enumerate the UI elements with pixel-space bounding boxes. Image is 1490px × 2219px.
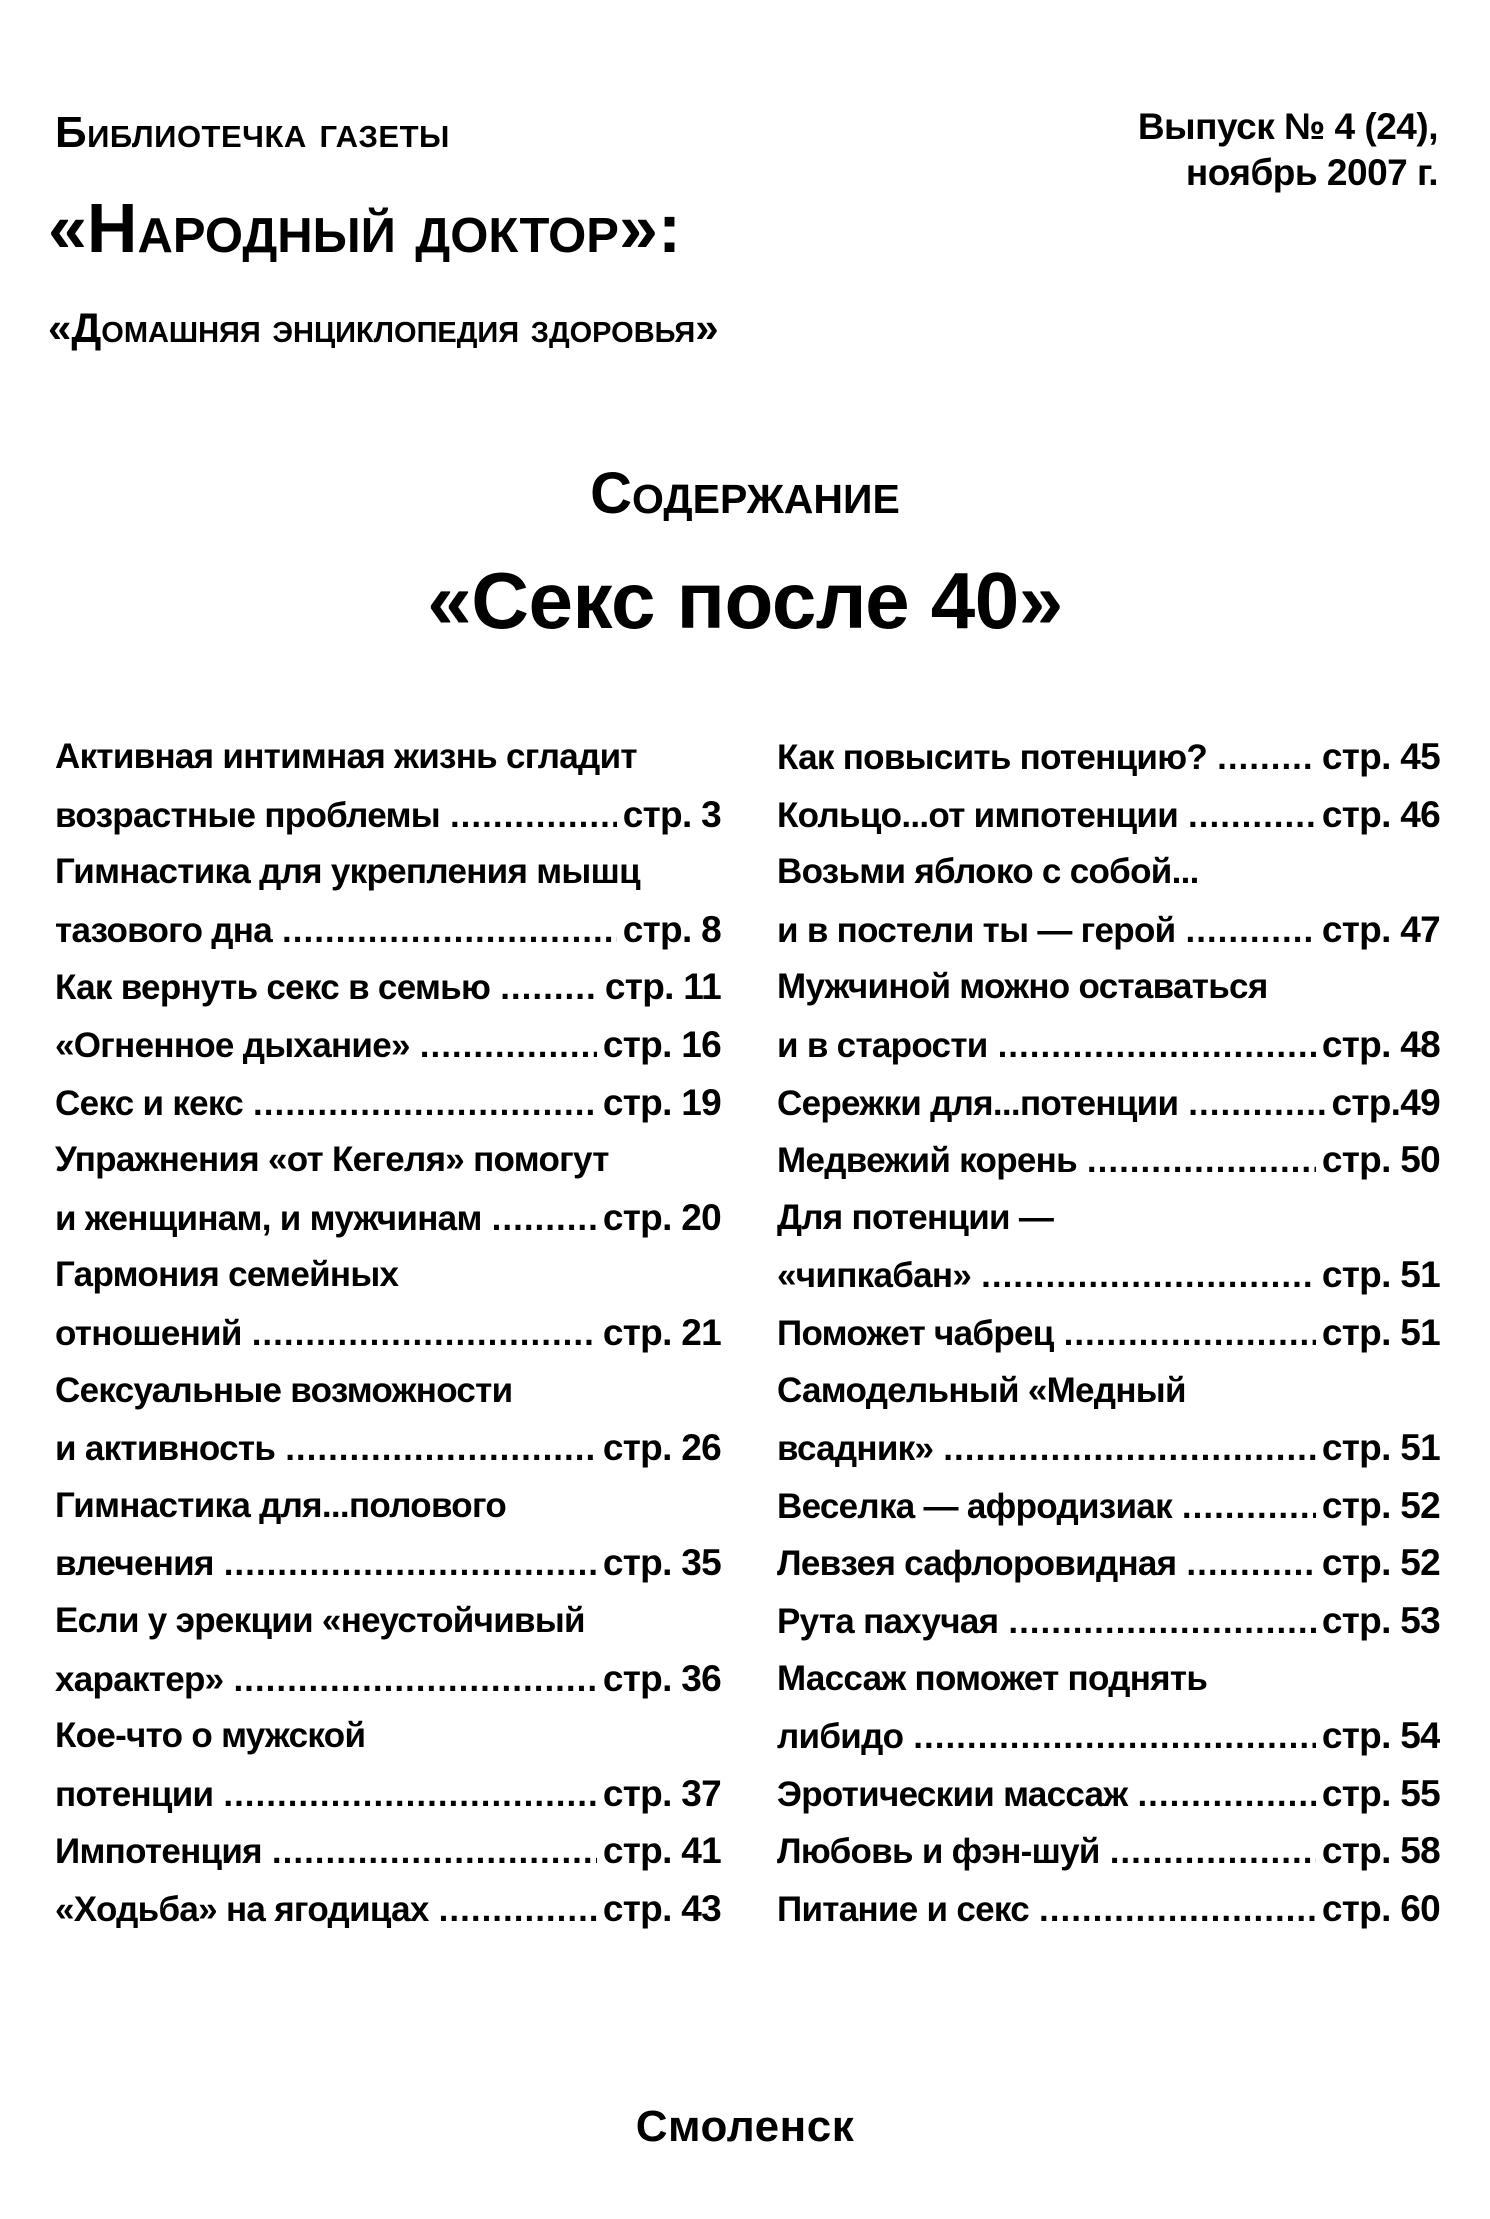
toc-entry-line bbox=[777, 1822, 1440, 1880]
toc-leader-dots bbox=[1188, 787, 1316, 844]
toc-leader-dots bbox=[224, 1535, 597, 1592]
toc-entry-line bbox=[777, 786, 1440, 844]
toc-entry bbox=[55, 1822, 721, 1880]
toc-page-number: стр. 51 bbox=[1321, 1311, 1440, 1353]
toc-entry-title: «чипкабан» bbox=[777, 1256, 972, 1296]
toc-entry-title: Медвежий корень bbox=[777, 1141, 1077, 1181]
toc-entry bbox=[777, 1074, 1440, 1132]
toc-entry bbox=[777, 1592, 1440, 1650]
toc-entry-line bbox=[777, 1189, 1440, 1247]
newspaper-title: «Народный доктор»: bbox=[48, 189, 682, 267]
toc-entry bbox=[777, 1304, 1440, 1362]
toc-entry-title: Любовь и фэн-шуй bbox=[777, 1832, 1100, 1872]
toc-leader-dots bbox=[492, 1190, 597, 1247]
toc-entry bbox=[777, 1362, 1440, 1477]
toc-leader-dots bbox=[252, 1305, 597, 1362]
toc-entry bbox=[55, 1131, 721, 1246]
toc-entry-line bbox=[777, 728, 1440, 786]
toc-entry-title: Упражнения «от Кегеля» помогут bbox=[55, 1140, 609, 1180]
toc-page-number: стр. 3 bbox=[622, 793, 721, 835]
toc-entry-line bbox=[777, 1074, 1440, 1132]
toc-page-number: стр. 58 bbox=[1321, 1830, 1440, 1872]
toc-entry bbox=[777, 1534, 1440, 1592]
toc-leader-dots bbox=[1110, 1823, 1316, 1880]
toc-entry-line bbox=[55, 1131, 721, 1189]
toc-page-number: стр.49 bbox=[1331, 1081, 1440, 1123]
toc-leader-dots bbox=[981, 1247, 1316, 1304]
toc-entry-title: Сексуальные возможности bbox=[55, 1370, 513, 1410]
toc-entry bbox=[777, 1765, 1440, 1823]
toc-entry-title: Как повысить потенцию? bbox=[777, 738, 1208, 777]
toc-entry bbox=[777, 786, 1440, 844]
toc-leader-dots bbox=[253, 1075, 597, 1132]
toc-entry-line bbox=[777, 1131, 1440, 1189]
toc-entry bbox=[777, 1477, 1440, 1535]
toc-entry-line bbox=[55, 1822, 721, 1880]
toc-right-column bbox=[777, 728, 1440, 1937]
toc-entry-line bbox=[55, 958, 721, 1016]
toc-entry-line bbox=[55, 1765, 721, 1823]
toc-leader-dots bbox=[439, 1881, 597, 1938]
toc-leader-dots bbox=[943, 1420, 1316, 1477]
toc-entry-title: Кое-что о мужской bbox=[55, 1716, 366, 1756]
toc-entry-title: Если у эрекции «неустойчивый bbox=[55, 1600, 585, 1640]
toc-page-number: стр. 46 bbox=[1321, 793, 1440, 835]
toc-entry bbox=[777, 1650, 1440, 1765]
toc-entry-line bbox=[55, 1189, 721, 1247]
toc-entry-title: Питание и секс bbox=[777, 1889, 1030, 1929]
toc-page-number: стр. 54 bbox=[1321, 1715, 1440, 1757]
toc-page-number: стр. 41 bbox=[602, 1830, 721, 1872]
toc-entry bbox=[55, 1074, 721, 1132]
book-title: «Секс после 40» bbox=[427, 556, 1063, 645]
toc-entry-title: Гимнастика для укрепления мышц bbox=[55, 852, 640, 892]
toc-entry-line bbox=[777, 1016, 1440, 1074]
toc-entry-line bbox=[55, 1707, 721, 1765]
toc-entry-line bbox=[777, 1765, 1440, 1823]
toc-entry bbox=[777, 728, 1440, 786]
toc-leader-dots bbox=[1008, 1593, 1316, 1650]
toc-leader-dots bbox=[1217, 729, 1316, 786]
toc-leader-dots bbox=[282, 902, 617, 959]
issue-date: ноябрь 2007 г. bbox=[1185, 152, 1438, 193]
toc-entry-title: «Огненное дыхание» bbox=[55, 1025, 410, 1065]
toc-entry-line bbox=[55, 1534, 721, 1592]
toc-entry bbox=[55, 728, 721, 843]
toc-leader-dots bbox=[1182, 1478, 1316, 1535]
contents-heading: Содержание bbox=[590, 461, 900, 526]
toc-leader-dots bbox=[1186, 1535, 1315, 1592]
toc-entry-title: Эротическии массаж bbox=[777, 1774, 1128, 1814]
toc-entry-title: Массаж поможет поднять bbox=[777, 1658, 1208, 1698]
toc-leader-dots bbox=[233, 1651, 596, 1708]
toc-entry-line bbox=[777, 1650, 1440, 1708]
toc-page-number: стр. 20 bbox=[602, 1196, 721, 1238]
series-title: Библиотечка газеты bbox=[55, 108, 450, 157]
toc-entry-title: Самодельный «Медный bbox=[777, 1370, 1186, 1410]
toc-leader-dots bbox=[420, 1017, 597, 1074]
toc-leader-dots bbox=[1137, 1766, 1315, 1823]
toc-entry-title: Сережки для...потенции bbox=[777, 1083, 1179, 1123]
toc-entry bbox=[55, 1016, 721, 1074]
toc-entry-line bbox=[55, 843, 721, 901]
toc-page-number: стр. 51 bbox=[1321, 1254, 1440, 1296]
toc-leader-dots bbox=[913, 1708, 1316, 1765]
toc-entry-line bbox=[55, 1246, 721, 1304]
toc-entry bbox=[55, 1880, 721, 1938]
toc-entry-line bbox=[55, 901, 721, 959]
toc-entry bbox=[777, 1131, 1440, 1189]
toc-page-number: стр. 47 bbox=[1321, 908, 1440, 950]
toc-page-number: стр. 37 bbox=[602, 1772, 721, 1814]
toc-entry-title: потенции bbox=[55, 1774, 214, 1814]
toc-page-number: стр. 11 bbox=[604, 966, 721, 1008]
toc-entry-title: Рута пахучая bbox=[777, 1601, 999, 1641]
toc-entry-title: Для потенции — bbox=[777, 1197, 1054, 1237]
toc-entry-title: отношений bbox=[55, 1313, 242, 1353]
toc-leader-dots bbox=[223, 1766, 597, 1823]
toc-entry-line bbox=[777, 1362, 1440, 1420]
toc-leader-dots bbox=[272, 1823, 597, 1880]
issue-info bbox=[1138, 104, 1438, 196]
toc-entry-line bbox=[777, 1246, 1440, 1304]
toc-entry-line bbox=[55, 1650, 721, 1708]
toc-page-number: стр. 21 bbox=[602, 1311, 721, 1353]
toc-entry-line bbox=[777, 1477, 1440, 1535]
toc-entry-title: Мужчиной можно оставаться bbox=[777, 967, 1268, 1007]
toc-entry bbox=[55, 1246, 721, 1361]
toc-entry-line bbox=[777, 1419, 1440, 1477]
toc-entry bbox=[777, 843, 1440, 958]
toc-entry-line bbox=[55, 1477, 721, 1535]
toc-entry-line bbox=[55, 1304, 721, 1362]
toc-entry-line bbox=[55, 1362, 721, 1420]
toc-page-number: стр. 50 bbox=[1321, 1139, 1440, 1181]
toc-page-number: стр. 8 bbox=[622, 908, 721, 950]
toc-page-number: стр. 55 bbox=[1321, 1772, 1440, 1814]
toc-entry bbox=[55, 1592, 721, 1707]
toc-page-number: стр. 43 bbox=[602, 1887, 721, 1929]
toc-page-number: стр. 52 bbox=[1321, 1542, 1440, 1584]
toc-page-number: стр. 35 bbox=[602, 1542, 721, 1584]
toc-entry-title: «Ходьба» на ягодицах bbox=[55, 1889, 429, 1929]
toc-entry-line bbox=[777, 1534, 1440, 1592]
toc-entry-title: Веселка — афродизиак bbox=[777, 1486, 1172, 1526]
toc-page-number: стр. 53 bbox=[1321, 1599, 1440, 1641]
toc-entry-title: возрастные проблемы bbox=[55, 795, 440, 835]
toc-page-number: стр. 48 bbox=[1321, 1023, 1440, 1065]
toc-entry-line bbox=[777, 1880, 1440, 1938]
toc-entry-title: и женщинам, и мужчинам bbox=[55, 1198, 482, 1238]
toc-entry-line bbox=[55, 728, 721, 786]
toc-entry bbox=[55, 1477, 721, 1592]
toc-entry bbox=[55, 843, 721, 958]
toc-entry-title: Как вернуть секс в семью bbox=[55, 968, 491, 1008]
toc-leader-dots bbox=[1064, 1305, 1316, 1362]
toc-leader-dots bbox=[1185, 902, 1315, 959]
toc-entry-title: Левзея сафлоровидная bbox=[777, 1544, 1177, 1584]
toc-entry-line bbox=[55, 786, 721, 844]
toc-entry-line bbox=[777, 1304, 1440, 1362]
toc-entry-line bbox=[777, 1592, 1440, 1650]
toc-leader-dots bbox=[1087, 1132, 1316, 1189]
toc-entry-title: и активность bbox=[55, 1429, 276, 1469]
toc-entry-title: характер» bbox=[55, 1659, 224, 1699]
issue-number: Выпуск № 4 (24), bbox=[1137, 106, 1438, 147]
toc-entry bbox=[55, 958, 721, 1016]
toc-entry-line bbox=[55, 1592, 721, 1650]
toc-entry-title: Гармония семейных bbox=[55, 1255, 399, 1295]
toc-entry-line bbox=[55, 1880, 721, 1938]
toc-entry-line bbox=[777, 1707, 1440, 1765]
toc-entry-title: Возьми яблоко с собой... bbox=[777, 852, 1199, 892]
toc-page-number: стр. 52 bbox=[1321, 1484, 1440, 1526]
toc-entry-title: и в старости bbox=[777, 1025, 988, 1065]
toc-page-number: стр. 26 bbox=[602, 1427, 721, 1469]
toc-entry bbox=[55, 1362, 721, 1477]
toc-entry-title: Гимнастика для...полового bbox=[55, 1485, 507, 1525]
toc-entry-line bbox=[777, 901, 1440, 959]
toc-entry-line bbox=[777, 843, 1440, 901]
toc-entry-title: Поможет чабрец bbox=[777, 1313, 1054, 1353]
toc-leader-dots bbox=[1039, 1881, 1316, 1938]
city: Смоленск bbox=[635, 2102, 855, 2151]
toc-page-number: стр. 16 bbox=[602, 1023, 721, 1065]
toc-entry-line bbox=[777, 958, 1440, 1016]
toc-entry-title: Импотенция bbox=[55, 1832, 262, 1872]
toc-entry-title: либидо bbox=[777, 1717, 904, 1757]
toc-entry-title: Активная интимная жизнь сгладит bbox=[55, 737, 637, 776]
toc-leader-dots bbox=[450, 787, 617, 844]
toc-page-number: стр. 45 bbox=[1321, 736, 1440, 777]
toc-entry-title: всадник» bbox=[777, 1429, 934, 1469]
toc-entry-title: тазового дна bbox=[55, 910, 273, 950]
toc-entry-line bbox=[55, 1016, 721, 1074]
library-title: «Домашняя энциклопедия здоровья» bbox=[48, 304, 719, 351]
toc-leader-dots bbox=[1188, 1075, 1325, 1132]
toc-entry-title: Кольцо...от импотенции bbox=[777, 795, 1179, 835]
toc-page-number: стр. 19 bbox=[602, 1081, 721, 1123]
toc-entry-title: Секс и кекс bbox=[55, 1083, 244, 1123]
toc-entry-line bbox=[55, 1074, 721, 1132]
toc-entry bbox=[777, 1822, 1440, 1880]
toc-page-number: стр. 36 bbox=[602, 1657, 721, 1699]
toc-entry bbox=[777, 1189, 1440, 1304]
toc-page-number: стр. 51 bbox=[1321, 1427, 1440, 1469]
toc-entry bbox=[777, 1880, 1440, 1938]
toc-leader-dots bbox=[285, 1420, 597, 1477]
toc-entry bbox=[55, 1707, 721, 1822]
toc-entry-line bbox=[55, 1419, 721, 1477]
toc-entry bbox=[777, 958, 1440, 1073]
toc-leader-dots bbox=[500, 959, 599, 1016]
toc-leader-dots bbox=[998, 1017, 1316, 1074]
toc-entry-title: влечения bbox=[55, 1544, 214, 1584]
toc-page-number: стр. 60 bbox=[1321, 1887, 1440, 1929]
toc-left-column bbox=[55, 728, 721, 1937]
toc-entry-title: и в постели ты — герой bbox=[777, 910, 1176, 950]
